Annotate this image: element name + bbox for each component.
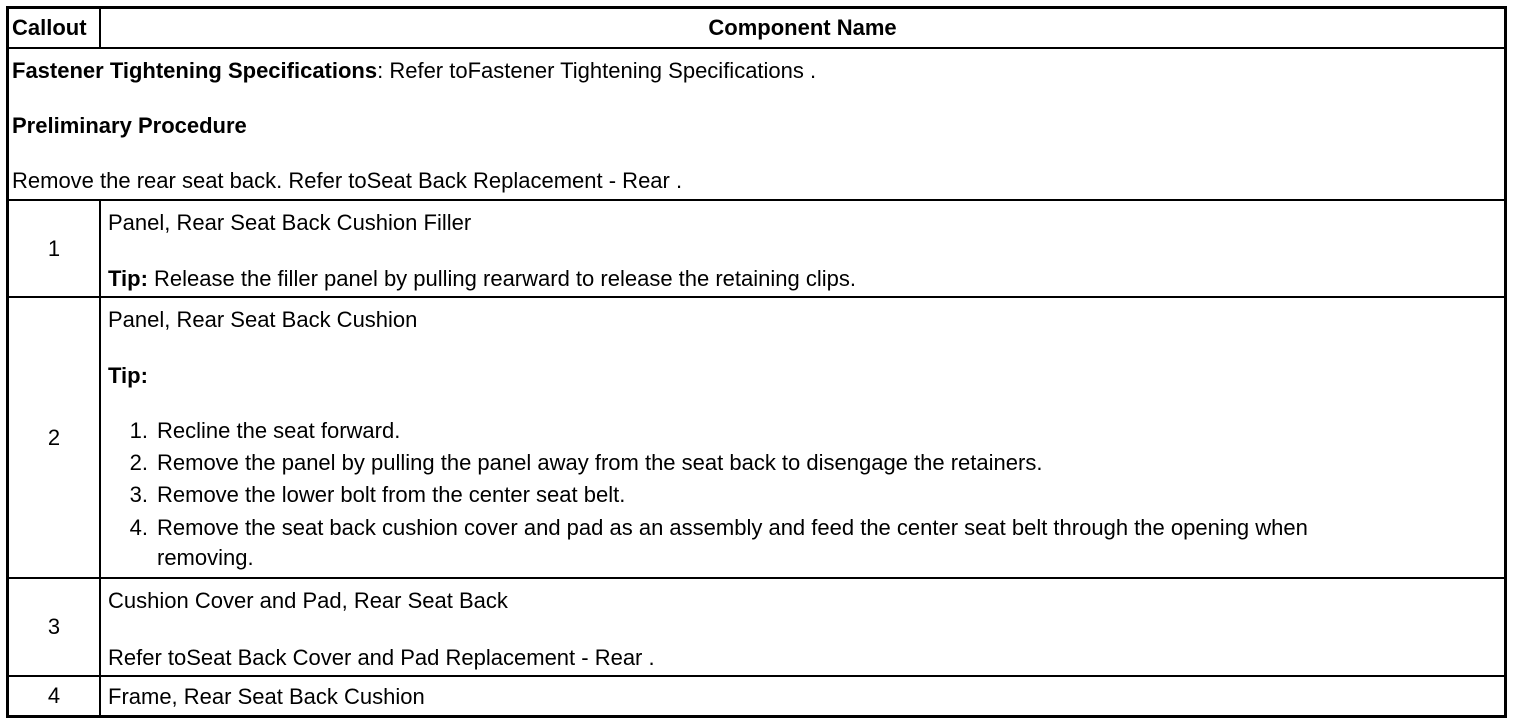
step-text: Recline the seat forward. [157,418,401,443]
fastener-spec-text: : Refer toFastener Tightening Specifications . [377,58,817,83]
fastener-spec-line [12,58,816,84]
component-cell [101,579,1504,675]
step-number: 3. [129,482,148,507]
step-text-continued: removing. [157,545,254,570]
tip-label: Tip: [108,266,148,291]
table-row [9,579,1504,677]
table-row [9,201,1504,298]
tip-line [108,266,856,292]
step-text: Remove the seat back cushion cover and pad as an assembly and feed the center seat belt through the opening when [157,515,1308,540]
tip-text: Release the filler panel by pulling rearward to release the retaining clips. [147,266,856,291]
preliminary-procedure-heading: Preliminary Procedure [12,113,247,138]
table-row [9,677,1504,715]
fastener-spec-label: Fastener Tightening Specifications [12,58,378,83]
component-cell [101,298,1504,577]
callout-number: 3 [9,579,101,675]
component-table [6,6,1507,718]
component-name: Panel, Rear Seat Back Cushion [108,307,418,332]
component-name: Cushion Cover and Pad, Rear Seat Back [108,588,508,613]
tip-label: Tip: [108,363,148,388]
intro-row [9,49,1504,201]
component-cell [101,201,1504,296]
callout-column-header: Callout [9,9,101,47]
callout-number: 4 [9,677,101,715]
table-row [9,298,1504,579]
step-number: 2. [129,450,148,475]
step-text: Remove the lower bolt from the center seat belt. [157,482,626,507]
table-header-row [9,9,1504,49]
component-name-column-header: Component Name [708,15,897,40]
component-cell [101,677,1504,715]
component-name: Frame, Rear Seat Back Cushion [108,684,425,709]
component-name: Panel, Rear Seat Back Cushion Filler [108,210,472,235]
step-number: 4. [129,515,148,540]
step-text: Remove the panel by pulling the panel away from the seat back to disengage the retainers. [157,450,1043,475]
callout-number: 1 [9,201,101,296]
preliminary-procedure-text: Remove the rear seat back. Refer toSeat Back Replacement - Rear . [12,168,683,193]
callout-number: 2 [9,298,101,577]
step-number: 1. [129,418,148,443]
reference-note: Refer toSeat Back Cover and Pad Replacement - Rear . [108,645,655,670]
